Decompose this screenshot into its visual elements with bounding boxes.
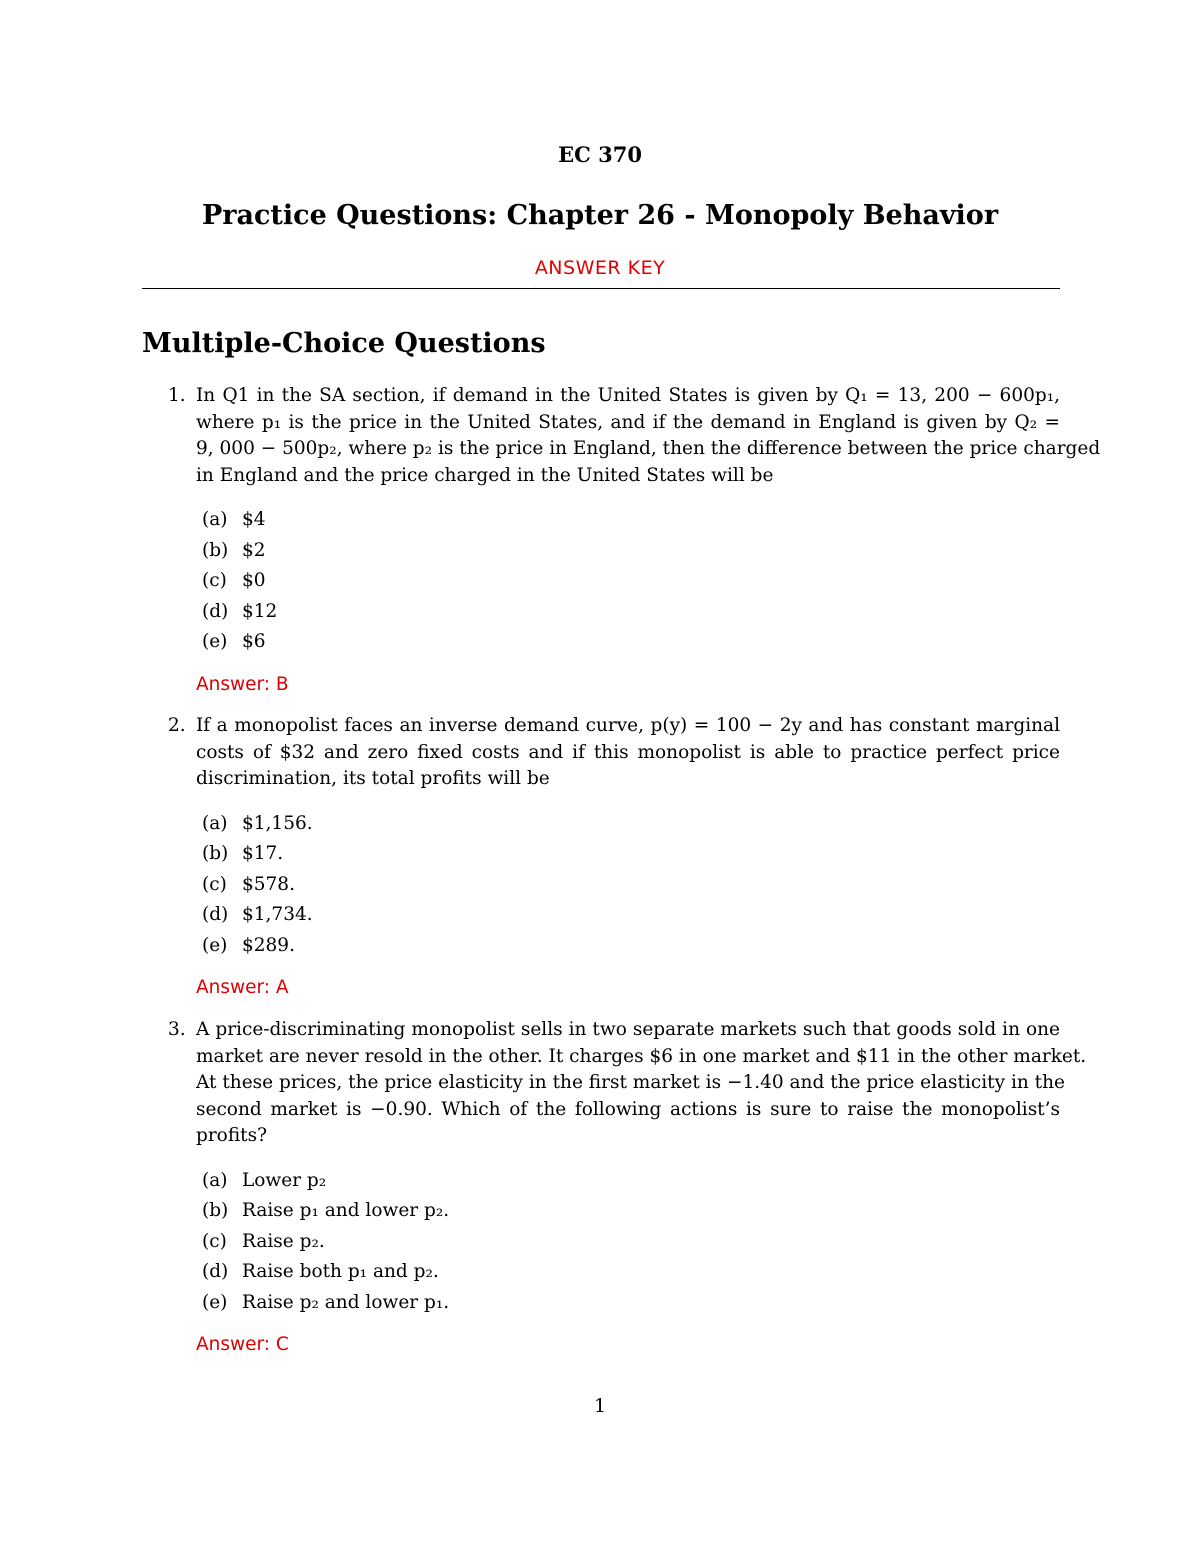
- option-e: [202, 1290, 1060, 1321]
- option-d: [202, 1259, 1060, 1290]
- question-line: discrimination, its total profits will be: [196, 768, 550, 789]
- option-a: [202, 811, 1060, 842]
- page-number: 1: [593, 1395, 607, 1417]
- question-text: [196, 383, 1101, 489]
- option-b: [202, 841, 1060, 872]
- option-text: $578.: [242, 873, 295, 895]
- question-number: 2.: [168, 715, 186, 736]
- option-label: (d): [202, 1261, 229, 1282]
- question-3: [142, 1017, 1087, 1359]
- option-a: [202, 507, 1060, 538]
- option-text: $289.: [242, 934, 295, 956]
- question-line: second market is −0.90. Which of the following actions is sure to raise the monopolist’s: [196, 1098, 1060, 1120]
- option-label: (b): [202, 843, 229, 864]
- question-line: costs of $32 and zero fixed costs and if this monopolist is able to practice perfect price: [196, 741, 1060, 763]
- option-label: (e): [202, 934, 228, 956]
- question-text: [196, 713, 1060, 793]
- question-line: A price-discriminating monopolist sells in two separate markets such that goods sold in one: [196, 1019, 1060, 1040]
- question-line: In Q1 in the SA section, if demand in the United States is given by Q₁ = 13, 200 − 600p₁,: [196, 385, 1060, 406]
- option-text: $1,734.: [242, 904, 313, 925]
- option-e: [202, 933, 1060, 964]
- option-b: [202, 1198, 1060, 1229]
- option-label: (a): [202, 812, 228, 834]
- option-d: [202, 902, 1060, 933]
- header-divider: [142, 288, 1060, 289]
- question-line: 9, 000 − 500p₂, where p₂ is the price in England, then the difference between the price charged: [196, 438, 1101, 459]
- option-text: $2: [242, 539, 266, 561]
- option-label: (d): [202, 600, 229, 622]
- option-text: Raise p₂.: [242, 1230, 325, 1252]
- option-list: [202, 1168, 1060, 1321]
- option-label: (e): [202, 631, 228, 652]
- course-code: EC 370: [558, 142, 642, 167]
- option-label: (b): [202, 539, 229, 561]
- option-b: [202, 538, 1060, 569]
- option-text: $1,156.: [242, 812, 313, 834]
- question-line: where p₁ is the price in the United States, and if the demand in England is given by Q₂ =: [196, 411, 1060, 433]
- option-label: (c): [202, 873, 227, 895]
- option-a: [202, 1168, 1060, 1199]
- section-heading: Multiple-Choice Questions: [142, 328, 546, 359]
- option-label: (c): [202, 1230, 227, 1252]
- option-label: (a): [202, 1169, 228, 1191]
- question-2: [142, 713, 1060, 1002]
- option-text: $4: [242, 509, 266, 530]
- question-line: profits?: [196, 1125, 268, 1146]
- question-text: [196, 1017, 1087, 1150]
- question-line: market are never resold in the other. It charges $6 in one market and $11 in the other market.: [196, 1045, 1087, 1067]
- option-d: [202, 599, 1060, 630]
- question-number: 1.: [168, 385, 186, 406]
- answer-line: Answer: A: [196, 977, 289, 998]
- option-text: $0: [242, 570, 266, 591]
- option-text: $17.: [242, 843, 284, 864]
- answer-key-label: ANSWER KEY: [534, 257, 666, 279]
- option-label: (e): [202, 1291, 228, 1313]
- option-list: [202, 811, 1060, 964]
- option-list: [202, 507, 1060, 660]
- question-line: in England and the price charged in the United States will be: [196, 464, 774, 486]
- question-line: If a monopolist faces an inverse demand curve, p(y) = 100 − 2y and has constant marginal: [196, 715, 1060, 736]
- option-c: [202, 568, 1060, 599]
- option-text: Raise p₁ and lower p₂.: [242, 1200, 450, 1221]
- option-text: $6: [242, 631, 266, 652]
- option-label: (c): [202, 570, 227, 591]
- option-c: [202, 1229, 1060, 1260]
- option-c: [202, 872, 1060, 903]
- question-line: At these prices, the price elasticity in the first market is −1.40 and the price elasticity in the: [196, 1072, 1065, 1093]
- question-1: [142, 383, 1101, 698]
- answer-line: Answer: C: [196, 1334, 289, 1355]
- option-label: (a): [202, 509, 228, 530]
- option-label: (d): [202, 904, 229, 925]
- answer-line: Answer: B: [196, 673, 289, 695]
- question-number: 3.: [168, 1019, 186, 1040]
- option-text: Raise both p₁ and p₂.: [242, 1261, 439, 1282]
- option-e: [202, 629, 1060, 660]
- option-text: $12: [242, 600, 278, 622]
- option-text: Raise p₂ and lower p₁.: [242, 1291, 450, 1313]
- option-text: Lower p₂: [242, 1169, 327, 1191]
- option-label: (b): [202, 1200, 229, 1221]
- document-title: Practice Questions: Chapter 26 - Monopoly Behavior: [201, 200, 999, 231]
